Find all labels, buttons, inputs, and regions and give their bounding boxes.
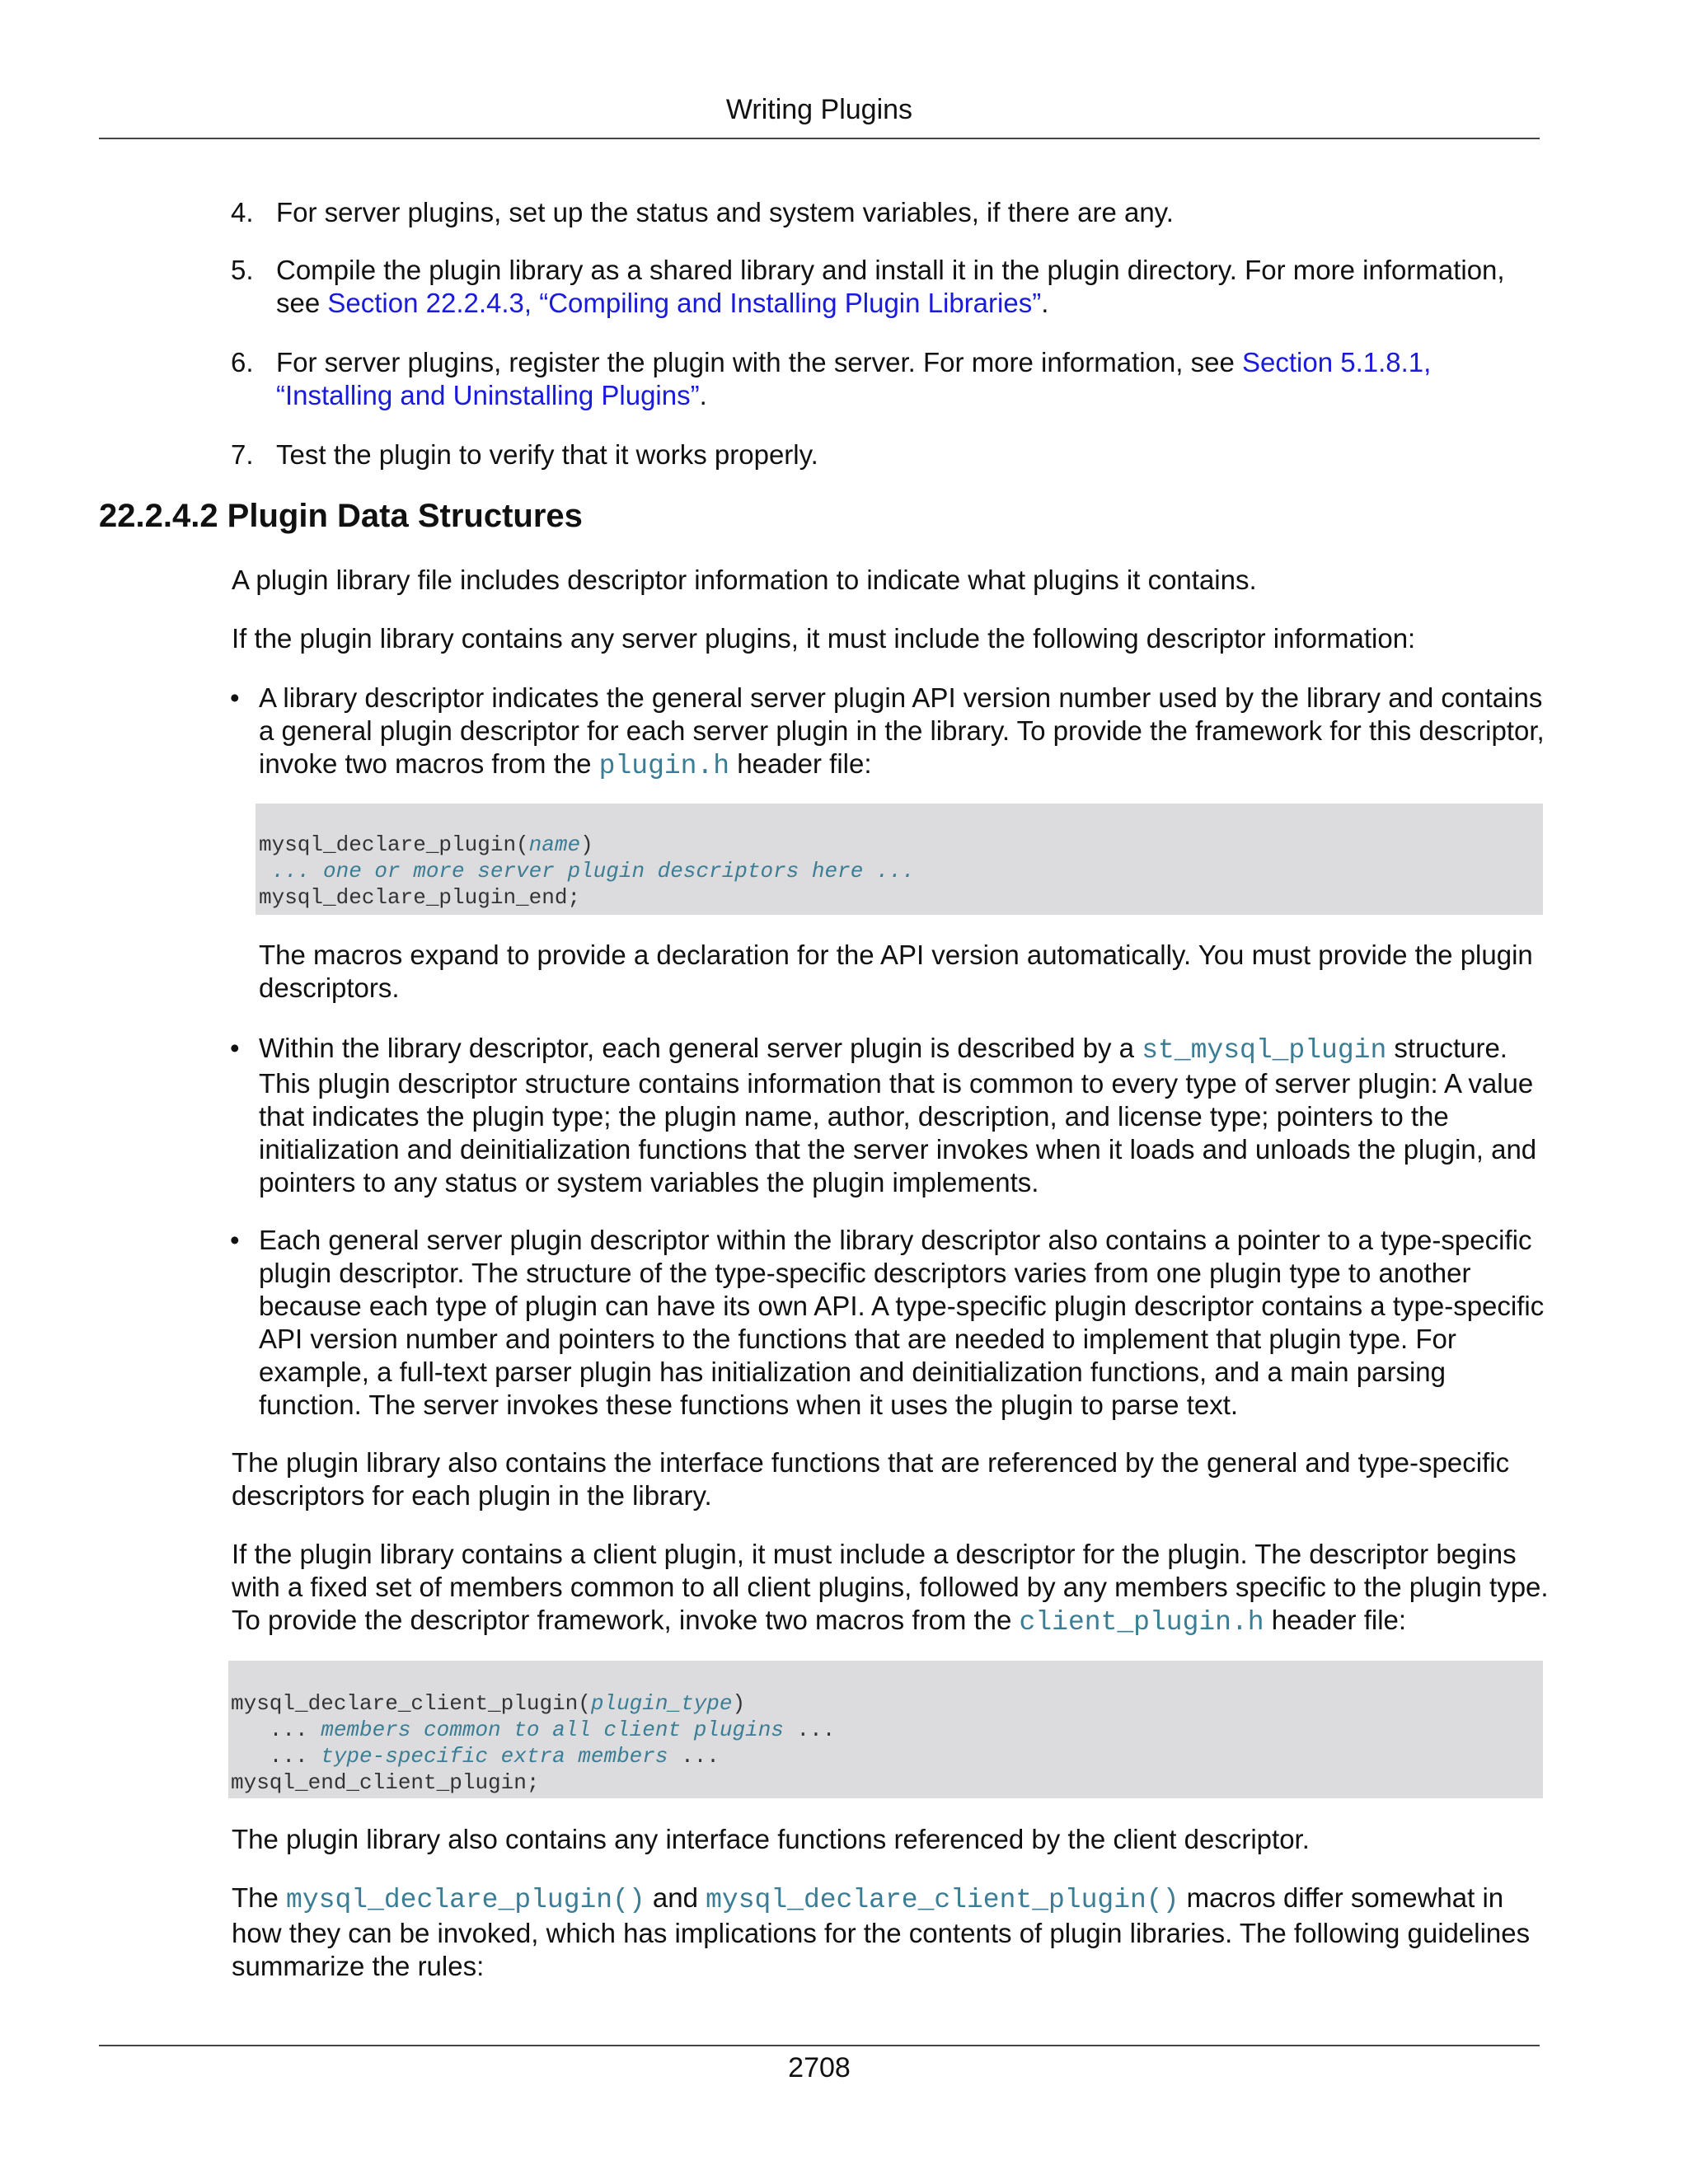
step-text: For server plugins, set up the status and system variables, if there are any. bbox=[276, 197, 1174, 227]
paragraph-text: If the plugin library contains a client plugin, it must include a descriptor for the plugin. The descriptor begins with a fixed set of members common to all client plugins, followed by any members specific to the plugin type. To provide the descriptor framework, invoke two macros from the bbox=[232, 1539, 1549, 1635]
code-placeholder: type-specific extra members bbox=[321, 1744, 668, 1769]
bullet-text: Within the library descriptor, each general server plugin is described by a bbox=[259, 1033, 1142, 1063]
code-line bbox=[259, 832, 1543, 858]
step-text-after: . bbox=[699, 380, 707, 410]
header-rule bbox=[99, 138, 1540, 139]
paragraph-text: macros differ somewhat in how they can be invoked, which has implications for the contents of plugin libraries. The following guidelines summarize the rules: bbox=[232, 1882, 1531, 1981]
code-text: ... bbox=[668, 1744, 720, 1769]
code-line bbox=[231, 1717, 1543, 1743]
code-line: mysql_end_client_plugin; bbox=[231, 1770, 540, 1795]
bullet-text-after: header file: bbox=[729, 748, 872, 779]
paragraph-interface-functions: The plugin library also contains the interface functions that are referenced by the general and type-specific descriptors for each plugin in the library. bbox=[232, 1447, 1510, 1511]
code-text: ) bbox=[580, 832, 593, 857]
code-placeholder: plugin_type bbox=[590, 1691, 733, 1716]
step-text bbox=[276, 254, 1545, 320]
code-text: mysql_declare_client_plugin( bbox=[231, 1691, 591, 1716]
code-text: mysql_declare_plugin( bbox=[259, 832, 529, 857]
step-4 bbox=[0, 196, 1688, 229]
paragraph-client-plugin bbox=[232, 1538, 1550, 1639]
bullet-marker: • bbox=[230, 1033, 240, 1063]
bullet-1-followup: The macros expand to provide a declaration for the API version automatically. You must provide the plugin descriptors. bbox=[259, 940, 1533, 1003]
paragraph-text: The bbox=[232, 1882, 287, 1913]
code-text: ... bbox=[231, 1744, 321, 1769]
code-text: ) bbox=[732, 1691, 746, 1716]
paragraph-client-functions: The plugin library also contains any interface functions referenced by the client descriptor. bbox=[232, 1824, 1310, 1854]
intro-paragraph-2: If the plugin library contains any server plugins, it must include the following descriptor information: bbox=[232, 623, 1416, 654]
step-5 bbox=[0, 254, 1688, 320]
step-6 bbox=[0, 346, 1688, 412]
code-block-declare-plugin bbox=[256, 804, 1543, 915]
code-placeholder: members common to all client plugins bbox=[321, 1718, 784, 1742]
page-number: 2708 bbox=[788, 2052, 851, 2083]
intro-paragraph-1: A plugin library file includes descriptor information to indicate what plugins it contains. bbox=[232, 565, 1257, 595]
code-block-declare-client-plugin bbox=[228, 1661, 1543, 1798]
paragraph-text: and bbox=[645, 1882, 706, 1913]
running-header: Writing Plugins bbox=[725, 94, 913, 125]
code-line: ... one or more server plugin descriptors here ... bbox=[259, 859, 915, 883]
step-text-after: . bbox=[1041, 288, 1049, 318]
step-number: 4. bbox=[231, 197, 254, 227]
inline-code-mysql-declare-client-plugin: mysql_declare_client_plugin() bbox=[706, 1885, 1179, 1915]
step-number: 5. bbox=[231, 255, 254, 285]
footer-rule bbox=[99, 2045, 1540, 2046]
step-text bbox=[276, 346, 1545, 412]
inline-code-mysql-declare-plugin: mysql_declare_plugin() bbox=[286, 1885, 645, 1915]
step-text-before: Compile the plugin library as a shared library and install it in the plugin directory. For more information, see bbox=[276, 255, 1505, 318]
code-text: ... bbox=[231, 1718, 321, 1742]
paragraph-macros-differ bbox=[232, 1882, 1550, 1983]
code-text: ... bbox=[783, 1718, 836, 1742]
bullet-marker: • bbox=[230, 1225, 240, 1255]
paragraph-text-after: header file: bbox=[1264, 1605, 1407, 1635]
inline-code-st-mysql-plugin: st_mysql_plugin bbox=[1142, 1035, 1387, 1066]
section-link-compiling[interactable]: Section 22.2.4.3, “Compiling and Installing Plugin Libraries” bbox=[327, 288, 1042, 318]
code-placeholder: name bbox=[528, 832, 581, 857]
step-number: 6. bbox=[231, 347, 254, 377]
code-line: mysql_declare_plugin_end; bbox=[259, 885, 581, 910]
inline-code-plugin-h: plugin.h bbox=[598, 751, 730, 781]
bullet-text: A library descriptor indicates the general server plugin API version number used by the library and contains a general plugin descriptor for each server plugin in the library. To provide the framework for this descriptor, invoke two macros from the bbox=[259, 682, 1545, 779]
code-line bbox=[231, 1743, 1543, 1769]
bullet-st-mysql-plugin bbox=[259, 1032, 1545, 1199]
bullet-text-after: structure. This plugin descriptor structure contains information that is common to every type of server plugin: A value that indicates the plugin type; the plugin name, author, description, and license type; pointers to the initialization and deinitialization functions that the server invokes when it loads and unloads the plugin, and pointers to any status or system variables the plugin implements. bbox=[259, 1033, 1537, 1197]
step-7 bbox=[0, 438, 1688, 471]
code-line bbox=[231, 1690, 1543, 1717]
step-text: Test the plugin to verify that it works properly. bbox=[276, 439, 818, 470]
bullet-marker: • bbox=[230, 682, 240, 713]
bullet-library-descriptor bbox=[259, 682, 1545, 783]
bullet-type-specific: Each general server plugin descriptor within the library descriptor also contains a pointer to a type-specific plugin descriptor. The structure of the type-specific descriptors varies from one plugin type to another because each type of plugin can have its own API. A type-specific plugin descriptor contains a type-specific API version number and pointers to the functions that are needed to implement that plugin type. For example, a full-text parser plugin has initialization and deinitialization functions, and a main parsing function. The server invokes these functions when it uses the plugin to parse text. bbox=[259, 1225, 1545, 1420]
step-number: 7. bbox=[231, 439, 254, 470]
inline-code-client-plugin-h: client_plugin.h bbox=[1019, 1607, 1264, 1638]
step-text-before: For server plugins, register the plugin with the server. For more information, see bbox=[276, 347, 1242, 377]
section-heading: 22.2.4.2 Plugin Data Structures bbox=[99, 498, 583, 534]
section-link-installing[interactable]: Section 5.1.8.1, “Installing and Uninstalling Plugins” bbox=[276, 347, 1432, 410]
